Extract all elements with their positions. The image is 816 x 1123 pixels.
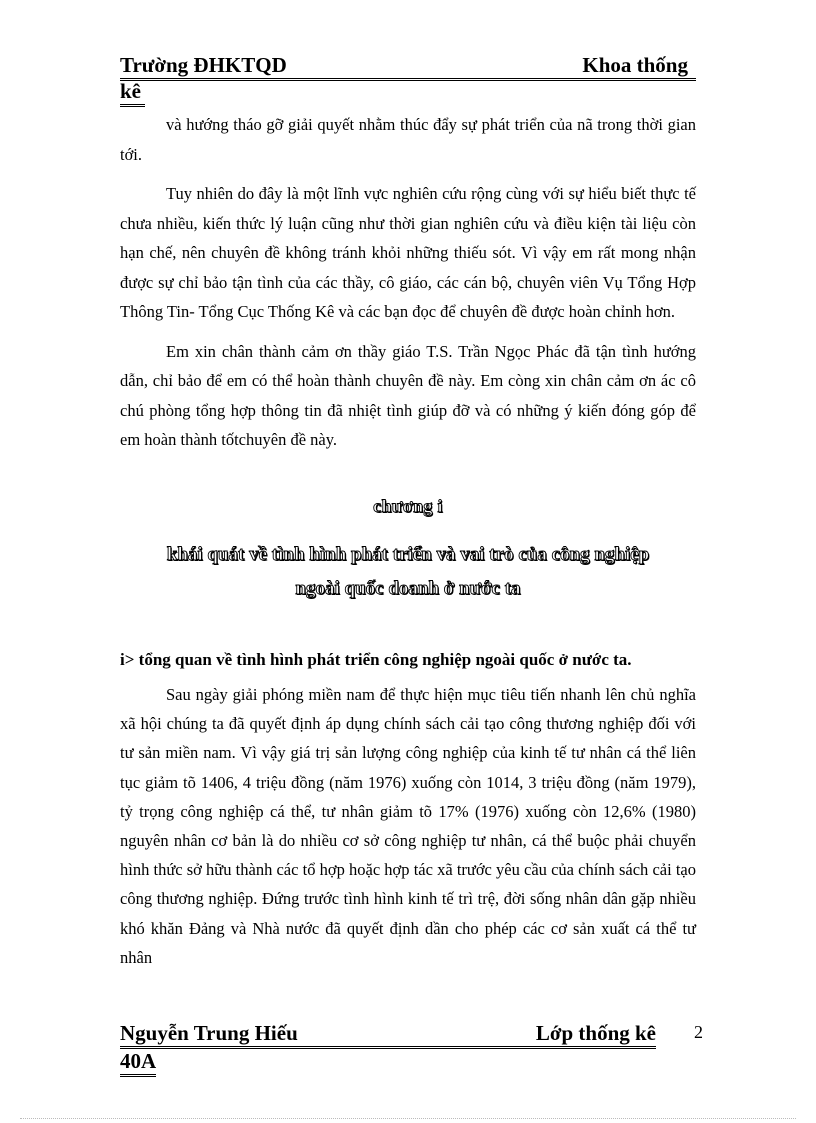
chapter-title-line: ngoài quốc doanh ở nước ta <box>295 578 521 599</box>
page-header <box>120 52 696 81</box>
chapter-title-line: khái quát về tình hình phát triển và vai trò của công nghiệp <box>166 544 650 565</box>
intro-body <box>120 110 696 455</box>
header-faculty: Khoa thống <box>582 53 688 77</box>
footer-author: Nguyễn Trung Hiếu <box>120 1021 298 1045</box>
footer-class-wrap: 40A <box>120 1048 156 1077</box>
header-school: Trường ĐHKTQD <box>120 53 287 77</box>
section-body <box>120 680 696 972</box>
page-footer <box>120 1020 656 1049</box>
footer-class: Lớp thống kê <box>535 1021 656 1045</box>
paragraph: Em xin chân thành cảm ơn thầy giáo T.S. Trần Ngọc Phác đã tận tình hướng dẫn, chỉ bảo để em có thể hoàn thành chuyên đề này. Em còng xin chân cảm ơn ác cô chú phòng tổng hợp thông tin đã nhiệt tình giúp đỡ và có những ý kiến đóng góp để em hoàn thành tốtchuyên đề này. <box>120 341 696 449</box>
page-bottom-divider <box>20 1118 796 1119</box>
chapter-label: chương i <box>373 496 443 516</box>
page-number: 2 <box>694 1022 703 1042</box>
section-heading: i> tổng quan về tình hình phát triển công nghiệp ngoài quốc ở nước ta. <box>120 650 632 669</box>
paragraph: Tuy nhiên do đây là một lĩnh vực nghiên cứu rộng cùng với sự hiểu biết thực tế chưa nhiều, kiến thức lý luận cũng như thời gian nghiên cứu và điều kiện tài liệu còn hạn chế, nên chuyên đề không tránh khỏi những thiếu sót. Vì vậy em rất mong nhận được sự chỉ bảo tận tình của các thầy, cô giáo, các cán bộ, chuyên viên Vụ Tổng Hợp Thông Tin- Tổng Cục Thống Kê và các bạn đọc để chuyên đề được hoàn chỉnh hơn. <box>120 184 696 321</box>
paragraph: Sau ngày giải phóng miền nam để thực hiện mục tiêu tiến nhanh lên chủ nghĩa xã hội chúng ta đã quyết định áp dụng chính sách cải tạo công thương nghiệp đối với tư sản miền nam. Vì vậy giá trị sản lượng công nghiệp của kinh tế tư nhân cá thể liên tục giảm tõ 1406, 4 triệu đồng (năm 1976) xuống còn 1014, 3 triệu đồng (năm 1979), tỷ trọng công nghiệp cá thể, tư nhân giảm tõ 17% (1976) xuống còn 12,6% (1980) nguyên nhân cơ bản là do nhiều cơ sở công nghiệp tư nhân, cá thể buộc phải chuyển hình thức sở hữu thành các tổ hợp hoặc hợp tác xã trước yêu cầu của chính sách cải tạo công thương nghiệp. Đứng trước tình hình kinh tế trì trệ, đời sống nhân dân gặp nhiều khó khăn Đảng và Nhà nước đã quyết định dần cho phép các cơ sản xuất cá thể tư nhân <box>120 685 696 967</box>
chapter-title <box>120 538 696 606</box>
header-faculty-wrap: kê <box>120 78 145 107</box>
paragraph: và hướng tháo gỡ giải quyết nhằm thúc đẩy sự phát triển của nã trong thời gian tới. <box>120 115 696 164</box>
